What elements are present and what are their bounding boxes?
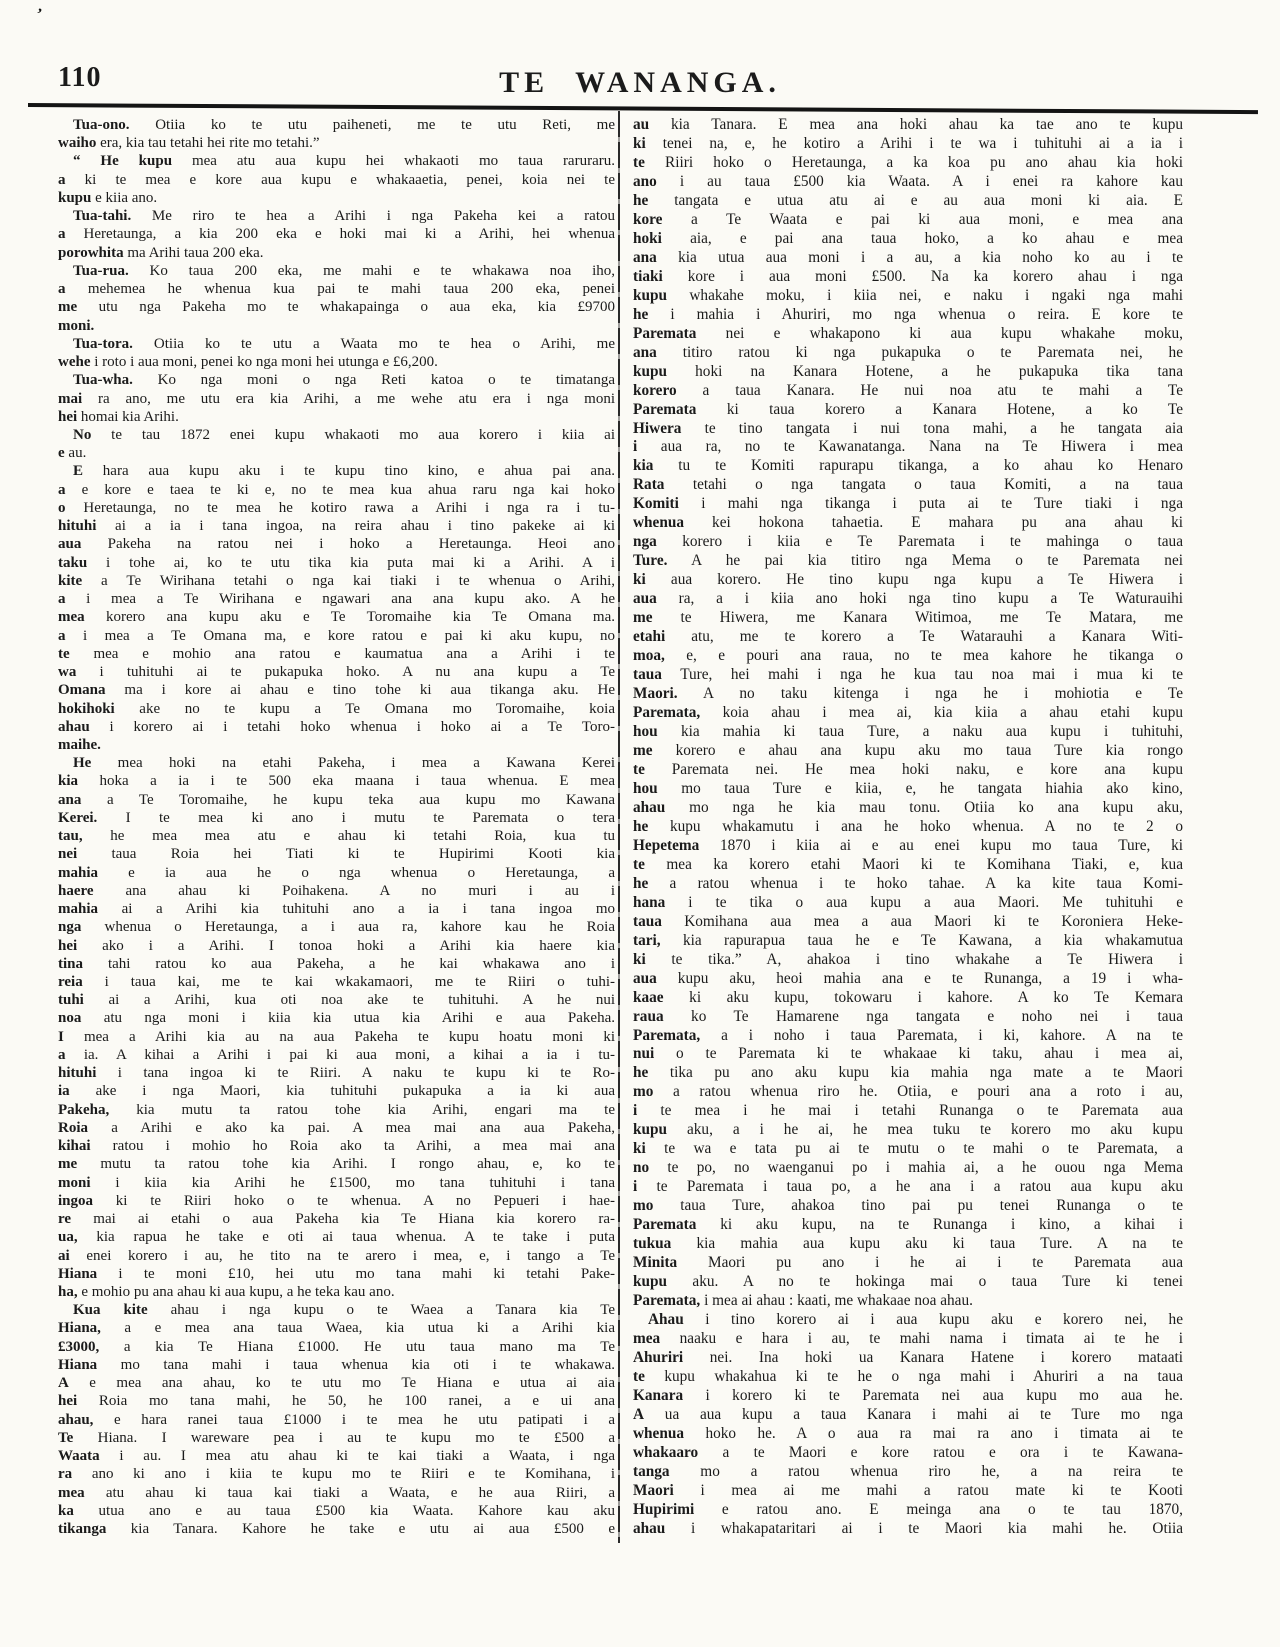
text-line: Tua-tahi. Me riro te hea a Arihi i nga Pakeha kei a ratou	[73, 208, 615, 225]
text-line: hituhi ai a ia i tana ingoa, na reira ahau i tino pakeke ai ki	[58, 518, 615, 535]
text-line: kupu e kiia ano.	[58, 189, 158, 206]
text-line: Paremata ki aku kupu, na te Runanga i kino, a kihai i	[633, 1216, 1183, 1234]
text-line: hei ako i a Arihi. I tonoa hoki a Arihi kia haere kia	[58, 937, 615, 954]
text-line: nga korero i kiia e Te Paremata i te mahinga o taua	[633, 533, 1183, 551]
text-line: kupu aku. A no te hokinga mai o taua Ture ki tenei	[633, 1273, 1183, 1291]
text-line: a Heretaunga, a kia 200 eka e hoki mai ki a Arihi, hei whenua	[58, 226, 615, 243]
text-line: hei homai kia Arihi.	[58, 408, 179, 425]
text-line: a ia. A kihai a Arihi i pai ki aua moni, a kihai a ia i tu-	[58, 1046, 615, 1063]
text-line: Hepetema 1870 i kiia ai e au enei kupu mo taua Ture, ki	[633, 836, 1183, 854]
text-line: Te Hiana. I wareware pea i au te kupu mo te £500 a	[58, 1429, 615, 1446]
text-line: ia ake i nga Maori, kia tuhituhi pukapuka a ia ki aua	[58, 1083, 615, 1100]
text-line: Paremata ki taua korero a Kanara Hotene, a ko Te	[633, 400, 1183, 418]
text-line: tuhi ai a Arihi, kua oti noa ake te tuhituhi. A he nui	[58, 992, 615, 1009]
text-line: porowhita ma Arihi taua 200 eka.	[58, 244, 264, 261]
text-line: mea naaku e hara i au, te mahi nama i timata ai te he i	[633, 1330, 1183, 1347]
text-line: ki te tika.” A, ahakoa i tino whakahe a Te Hiwera i	[633, 950, 1183, 968]
text-line: Rata tetahi o nga tangata o taua Komiti, a na taua	[633, 476, 1183, 494]
text-line: tau, he mea mea atu e ahau ki tetahi Roia, kua tu	[58, 828, 615, 845]
text-line: ahau i korero ai i tetahi hoko whenua i hoko ai a Te Toro-	[58, 718, 615, 735]
text-line: Paremata, koia ahau i mea ai, kia kiia a ahau etahi kupu	[633, 704, 1183, 722]
text-line: ka utua ano e au taua £500 kia Waata. Kahore kau aku	[58, 1502, 615, 1519]
text-line: i te Paremata i taua po, a he ana i a ratou aua kupu aku	[633, 1178, 1183, 1196]
text-line: mea atu ahau ki taua kai tiaki a Waata, e he aua Riiri, a	[58, 1484, 615, 1501]
text-line: hokihoki ake no te kupu a Te Omana mo Toromaihe, koia	[58, 700, 615, 717]
text-line: raua ko Te Hamarene nga tangata e noho nei i taua	[633, 1007, 1183, 1025]
text-line: E hara aua kupu aku i te kupu tino kino, e ahua pai ana.	[73, 463, 615, 480]
text-line: kore a Te Waata e pai ki aua moni, e mea ana	[633, 210, 1183, 228]
text-line: moni.	[58, 317, 95, 334]
text-line: whenua hoko he. A o aua ra mai ra ano i timata ai te	[633, 1424, 1183, 1442]
text-line: ki aua korero. He tino kupu nga kupu a Te Hiwera i	[633, 571, 1183, 589]
text-line: he kupu whakamutu i ana he hoko whenua. A no te 2 o	[633, 817, 1183, 835]
text-line: kaae ki aku kupu, tokowaru i kahore. A ko Te Kemara	[633, 988, 1183, 1006]
text-line: kia hoka a ia i te 500 eka maana i taua whenua. E mea	[58, 773, 615, 790]
text-line: me te Hiwera, me Kanara Witimoa, me Te Matara, me	[633, 609, 1183, 627]
text-line: nui o te Paremata ki te whakaae ki taku, ahau i mea ai,	[633, 1045, 1183, 1063]
text-line: a i mea a Te Omana ma, e kore ratou e pai ki aku kupu, no	[58, 627, 615, 644]
text-line: kihai ratou i mohio ho Roia ako ta Arihi, a mea mai ana	[58, 1138, 615, 1155]
text-line: etahi atu, me te korero a Te Watarauhi a Kanara Witi-	[633, 628, 1183, 646]
text-line: Kanara i korero ki te Paremata nei aua kupu mo aua he.	[633, 1386, 1183, 1404]
text-line: kupu hoki na Kanara Hotene, a he pukapuka tika tana	[633, 362, 1183, 380]
text-line: me mutu ta ratou tohe kia Arihi. I rongo ahau, e, ko te	[58, 1156, 615, 1173]
text-line: Hiana i te moni £10, hei utu mo tana mahi ki tetahi Pake-	[58, 1265, 615, 1282]
text-line: tanga mo a ratou whenua riro he, a na reira te	[633, 1462, 1183, 1480]
text-line: moa, e, e pouri ana raua, no te mea kahore he tikanga o	[633, 647, 1183, 665]
text-line: korero a taua Kanara. He nui noa atu te mahi a Te	[633, 381, 1183, 399]
text-line: aua kupu aku, heoi mahia ana e te Runanga, a 19 i wha-	[633, 969, 1183, 987]
header-rule	[28, 103, 1258, 114]
text-line: I mea a Arihi kia au na aua Pakeha te kupu hoatu moni ki	[58, 1028, 615, 1045]
text-line: mo taua Ture, ahakoa tino pai pu tenei Runanga o te	[633, 1197, 1183, 1215]
text-line: Kerei. I te mea ki ano i mutu te Paremata o tera	[58, 809, 615, 826]
text-line: ana a Te Toromaihe, he kupu teka aua kupu mo Kawana	[58, 791, 615, 808]
text-line: Paremata, i mea ai ahau : kaati, me whakaae noa ahau.	[633, 1292, 973, 1310]
text-line: i aua ra, no te Kawanatanga. Nana na Te Hiwera i mea	[633, 438, 1183, 456]
text-line: hituhi i tana ingoa ki te Riiri. A naku te kupu ki te Ro-	[58, 1065, 615, 1082]
text-line: Hupirimi e ratou ano. E meinga ana o te tau 1870,	[633, 1500, 1183, 1518]
text-line: hana i te tika o aua kupu a aua Maori. Me tuhituhi e	[633, 893, 1183, 911]
text-line: kite a Te Wirihana tetahi o nga kai tiaki i te whenua o Arihi,	[58, 572, 615, 589]
text-line: ana kia utua aua moni i a au, a kia noho ko au i te	[633, 248, 1183, 266]
text-line: au kia Tanara. E mea ana hoki ahau ka tae ano te kupu	[633, 116, 1183, 133]
text-line: tina tahi ratou ko aua Pakeha, a he kai whakawa ano i	[58, 955, 615, 972]
text-line: Maori i mea ai me mahi a ratou mate ki te Kooti	[633, 1481, 1183, 1499]
text-line: ahau i whakapataritari ai i te Maori kia mahi he. Otiia	[633, 1519, 1183, 1537]
text-line: a e kore e taea te ki e, no te mea kua ahua raru nga kai hoko	[58, 481, 615, 498]
text-line: whenua kei hokona tahaetia. E mahara pu ana ahau ki	[633, 514, 1183, 532]
text-line: Waata i au. I mea atu ahau ki te kai tiaki a Waata, i nga	[58, 1448, 615, 1465]
text-line: he i mahia i Ahuriri, mo nga whenua o reira. E kore te	[633, 305, 1183, 323]
text-line: Hiwera te tino tangata i nui tona mahi, a he tangata aia	[633, 419, 1183, 437]
text-line: wa i tuhituhi ai te pukapuka hoko. A nu ana kupu a Te	[58, 664, 615, 681]
text-line: no te po, no waenganui po i mahia ai, a he ouou nga Mema	[633, 1159, 1183, 1177]
text-line: he tika pu ano aku kupu kia mahia nga mate a te Maori	[633, 1064, 1183, 1082]
text-line: whakaaro a te Maori e kore ratou e ora i te Kawana-	[633, 1443, 1183, 1461]
text-line: kia tu te Komiti rapurapu tikanga, a ko ahau ko Henaro	[633, 457, 1183, 475]
text-line: Roia a Arihi e ako ka pai. A mea mai ana aua Pakeha,	[58, 1119, 615, 1136]
text-line: te mea e mohio ana ratou e kaumatua ana a Arihi i te	[58, 645, 615, 662]
text-line: Paremata nei e whakapono ki aua kupu whakahe moku,	[633, 324, 1183, 342]
text-line: ai enei korero i au, he tito na te arero i mea, e, i tango a Te	[58, 1247, 615, 1264]
text-line: nga whenua o Heretaunga, a i aua ra, kahore kau he Roia	[58, 919, 615, 936]
text-line: taua Komihana aua mea a aua Maori ki te Koroniera Heke-	[633, 912, 1183, 930]
text-line: No te tau 1872 enei kupu whakaoti mo aua korero i kiia ai	[73, 426, 615, 443]
text-line: me utu nga Pakeha mo te whakapainga o aua eka, kia £9700	[58, 299, 615, 316]
text-line: hou kia mahia ki taua Ture, a naku aua kupu i tuhituhi,	[633, 723, 1183, 740]
text-line: te Riiri hoko o Heretaunga, a ka koa pu ano ahau kia hoki	[633, 153, 1183, 171]
text-line: tukua kia mahia aua kupu aku ki taua Ture. A na te	[633, 1235, 1183, 1253]
text-line: haere ana ahau ki Poihakena. A no muri i au i	[58, 882, 615, 899]
text-line: he tangata e utua atu ai e au aua moni ki aia. E	[633, 191, 1183, 209]
text-line: mahia e ia aua he o nga whenua o Heretaunga, a	[58, 864, 615, 881]
text-line: He mea hoki na etahi Pakeha, i mea a Kawana Kerei	[73, 755, 615, 772]
text-line: ingoa ki te Riiri hoko o te whenua. A no Pepueri i hae-	[58, 1192, 615, 1209]
text-line: Paremata, a i noho i taua Paremata, i ki, kahore. A na te	[633, 1026, 1183, 1044]
text-line: i te mea i he mai i tetahi Runanga o te Paremata aua	[633, 1102, 1183, 1120]
text-line: tiaki kore i aua moni £500. Na ka korero ahau i nga	[633, 267, 1183, 285]
text-line: kupu whakahe moku, i kiia nei, e naku i ngaki nga mahi	[633, 286, 1183, 304]
text-line: Komiti i mahi nga tikanga i puta ai te Ture tiaki i nga	[633, 495, 1183, 513]
text-line: “ He kupu mea atu aua kupu hei whakaoti mo taua raruraru.	[73, 153, 615, 170]
text-line: Tua-ono. Otiia ko te utu paiheneti, me te utu Reti, me	[73, 117, 615, 133]
text-line: a mehemea he whenua kua pai te mahi taua 200 eka, penei	[58, 281, 615, 298]
text-line: ana titiro ratou ki nga pukapuka o te Paremata nei, he	[633, 343, 1183, 361]
text-line: ahau, e hara ranei taua £1000 i te mea he utu patipati i a	[58, 1411, 615, 1428]
text-line: moni i kiia kia Arihi he £1500, mo tana tuhituhi i tana	[58, 1174, 615, 1191]
column-right	[633, 116, 1183, 1539]
text-line: ki tenei na, e, he kotiro a Arihi i te wa i tuhituhi ai a ia i	[633, 134, 1183, 152]
text-line: Ahuriri nei. Ina hoki ua Kanara Hatene i korero mataati	[633, 1348, 1183, 1366]
text-line: ra ano ki ano i kiia te kupu mo te Riiri e te Komihana, i	[58, 1466, 615, 1483]
text-line: kupu aku, a i he ai, he mea tuku te korero mo aku kupu	[633, 1121, 1183, 1139]
text-line: a ki te mea e kore aua kupu e whakaaetia, penei, koia nei te	[58, 171, 615, 188]
text-line: Tua-wha. Ko nga moni o nga Reti katoa o te timatanga	[73, 372, 615, 389]
text-line: Kua kite ahau i nga kupu o te Waea a Tanara kia Te	[73, 1302, 615, 1319]
text-line: ua, kia rapua he take e oti ai taua whenua. A te take i puta	[58, 1229, 615, 1246]
text-line: aua Pakeha na ratou nei i hoko a Heretaunga. Heoi ano	[58, 536, 615, 553]
text-line: te mea ka korero etahi Maori ki te Komihana Tiaki, e, kua	[633, 855, 1183, 873]
text-line: taku i tohe ai, ko te utu tika kia puta mai ki a Arihi. A i	[58, 554, 615, 571]
text-line: he a ratou whenua i te hoko tahae. A ka kite taua Komi-	[633, 874, 1183, 892]
text-line: hei Roia mo tana mahi, he 50, he 100 ranei, a e ui ana	[58, 1393, 615, 1410]
text-line: A e mea ana ahau, ko te utu mo Te Hiana e utua ai aia	[58, 1375, 615, 1392]
text-line: noa atu nga moni i kiia kia utua kia Arihi e aua Pakeha.	[58, 1010, 615, 1027]
text-line: ahau mo nga he kia mau tonu. Otiia ko ana kupu aku,	[633, 798, 1183, 816]
column-divider	[618, 111, 620, 1543]
text-line: mo a ratou whenua riro he. Otiia, e pouri ana a roto i au,	[633, 1083, 1183, 1101]
text-line: Ahau i tino korero ai i aua kupu aku e korero nei, he	[648, 1311, 1183, 1329]
text-line: Hiana mo tana mahi i taua whenua kia oti i te whakawa.	[58, 1356, 615, 1373]
text-line: e au.	[58, 445, 87, 462]
text-line: mea korero ana kupu aku e Te Toromaihe kia Te Omana ma.	[58, 609, 615, 626]
text-line: maihe.	[58, 736, 101, 753]
text-line: Pakeha, kia mutu ta ratou tohe kia Arihi, engari ma te	[58, 1101, 615, 1118]
text-line: wehe i roto i aua moni, penei ko nga moni hei utunga e £6,200.	[58, 354, 438, 371]
text-line: tikanga kia Tanara. Kahore he take e utu ai aua £500 e	[58, 1521, 615, 1538]
page-title: TE WANANGA.	[499, 66, 781, 99]
text-line: mai ra ano, me utu era kia Arihi, a me wehe atu era i nga moni	[58, 390, 615, 407]
text-line: ano i au taua £500 kia Waata. A i enei ra kahore kau	[633, 172, 1183, 190]
text-line: A ua aua kupu a taua Kanara i mahi ai te Ture mo nga	[633, 1405, 1183, 1423]
text-line: Maori. A no taku kitenga i nga he i mohiotia e Te	[633, 685, 1183, 703]
text-line: Omana ma i kore ai ahau e tino tohe ki aua tikanga aku. He	[58, 682, 615, 699]
text-line: me korero e ahau ana kupu aku mo taua Ture kia rongo	[633, 741, 1183, 759]
text-line: Minita Maori pu ano i he ai i te Paremata aua	[633, 1254, 1183, 1272]
column-left	[58, 116, 615, 1538]
text-line: taua Ture, hei mahi i nga he kua tau noa mai i mua ki te	[633, 666, 1183, 684]
text-line: hoki aia, e pai ana taua hoko, a ko ahau e mea	[633, 229, 1183, 247]
text-line: Tua-rua. Ko taua 200 eka, me mahi e te whakawa noa iho,	[73, 262, 615, 279]
text-line: £3000, a kia Te Hiana £1000. He utu taua mano ma Te	[58, 1338, 615, 1355]
text-line: waiho era, kia tau tetahi hei rite mo tetahi.”	[58, 135, 320, 152]
text-line: Ture. A he pai kia titiro nga Mema o te Paremata nei	[633, 552, 1183, 570]
text-line: mahia ai a Arihi kia tuhituhi ano a ia i tana ingoa mo	[58, 901, 615, 918]
text-line: ki te wa e tata pu ai te mutu o te mahi o te Paremata, a	[633, 1140, 1183, 1158]
text-line: Hiana, a e mea ana taua Waea, kia utua ki a Arihi kia	[58, 1320, 615, 1337]
text-line: tari, kia rapurapua taua he e Te Kawana, a kia whakamutua	[633, 931, 1183, 949]
text-line: ha, e mohio pu ana ahau ki aua kupu, a he teka kau ano.	[58, 1284, 395, 1300]
text-line: o Heretaunga, no te mea he kotiro rawa a Arihi i nga ra i tu-	[58, 499, 615, 516]
ink-speck: ’	[34, 5, 44, 24]
page-number: 110	[58, 62, 102, 93]
text-line: reia i taua kai, me te kai wkakamaori, me te Riiri o tuhi-	[58, 974, 615, 991]
text-line: hou mo taua Ture e kiia, e, he tangata hiahia ako kino,	[633, 779, 1183, 797]
text-line: te kupu whakahua ki te he o nga mahi i Ahuriri a na taua	[633, 1367, 1183, 1385]
text-line: te Paremata nei. He mea hoki naku, e kore ana kupu	[633, 760, 1183, 778]
text-line: a i mea a Te Wirihana e ngawari ana ana kupu ako. A he	[58, 591, 615, 608]
text-line: re mai ai etahi o aua Pakeha kia Te Hiana kia korero ra-	[58, 1211, 615, 1228]
text-line: Tua-tora. Otiia ko te utu a Waata mo te hea o Arihi, me	[73, 335, 615, 352]
text-line: aua ra, a i kiia ano hoki nga tino kupu a Te Waturauihi	[633, 590, 1183, 608]
text-line: nei taua Roia hei Tiati ki te Hupirimi Kooti kia	[58, 846, 615, 863]
